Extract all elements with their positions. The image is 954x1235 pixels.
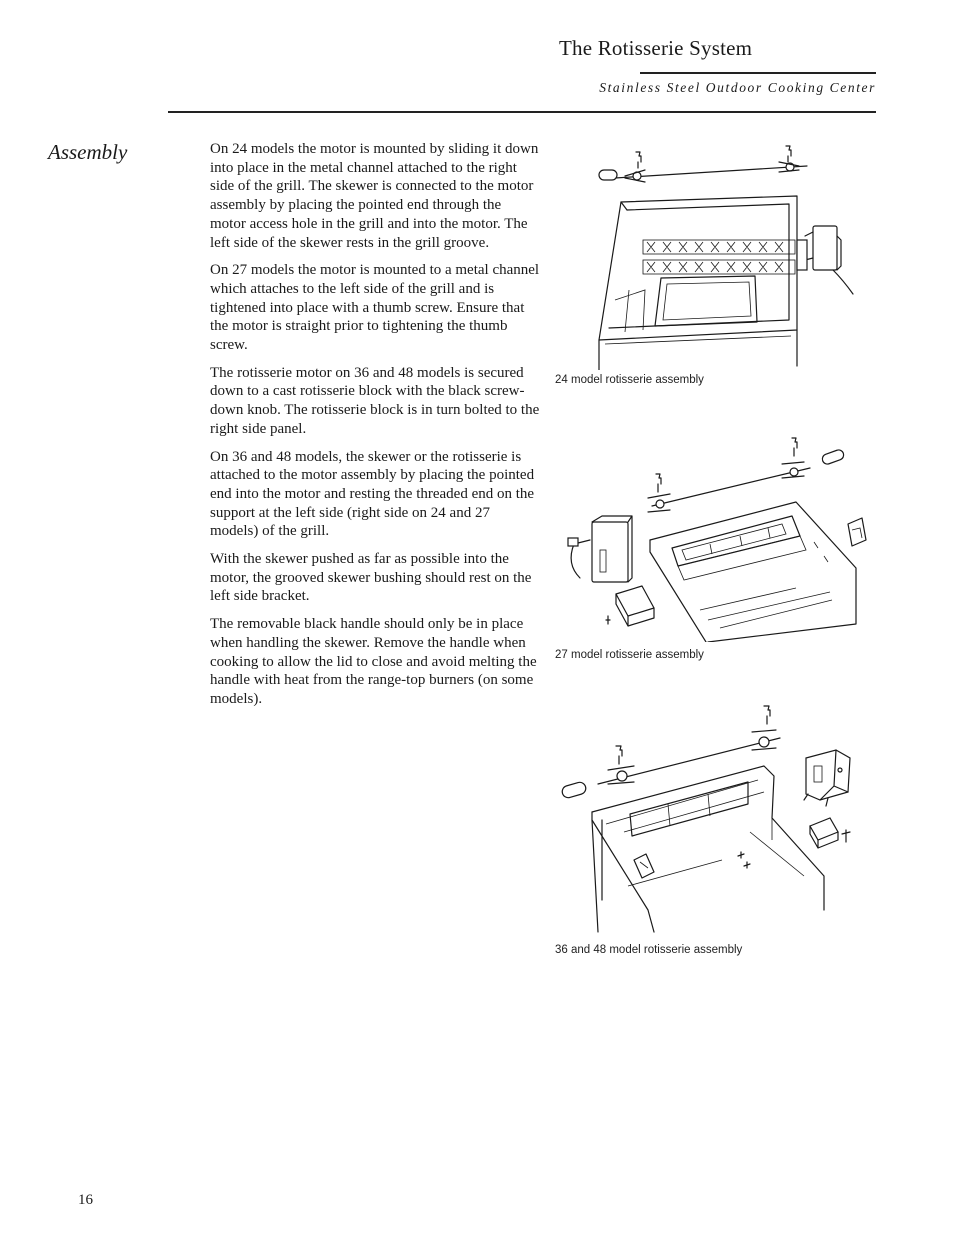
header-divider-short [640,72,876,74]
figure-27-model-caption: 27 model rotisserie assembly [555,649,704,661]
paragraph-24-model: On 24 models the motor is mounted by sliding it down into place in the metal channel attached to the right side of the grill. The skewer is connected to the motor assembly by placing the pointed end through the motor access hole in the grill and into the motor. The left side of the skewer rests in the grill groove. [210,141,539,251]
page-header-title: The Rotisserie System [559,36,753,60]
header-divider-long [168,111,876,113]
paragraph-removable-handle: The removable black handle should only be in place when handling the skewer. Remove the handle when cooking to allow the lid to close and avoid melting the handle with heat from the range-top burners (on some models). [210,616,537,707]
figure-27-model-illustration [560,432,870,642]
figure-36-48-model-caption: 36 and 48 model rotisserie assembly [555,944,743,956]
body-text [210,140,540,718]
figure-36-48-model-illustration [558,700,868,935]
paragraph-36-48-skewer: On 36 and 48 models, the skewer or the rotisserie is attached to the motor assembly by placing the pointed end into the motor and resting the threaded end on the support at the left side (right side on 24 and 27 models) of the grill. [210,448,535,540]
figure-24-model-caption: 24 model rotisserie assembly [555,374,704,386]
section-title: Assembly [48,140,128,164]
paragraph-27-model: On 27 models the motor is mounted to a metal channel which attaches to the left side of the grill and is tightened into place with a thumb screw. Ensure that the motor is straight prior to tightening the thumb screw. [210,262,540,354]
figure-24-model-illustration [585,140,855,370]
page-header-subtitle: Stainless Steel Outdoor Cooking Center [599,80,876,95]
page-number: 16 [78,1192,93,1208]
paragraph-skewer-bushing: With the skewer pushed as far as possible into the motor, the grooved skewer bushing should rest on the left side bracket. [210,551,532,605]
paragraph-36-48-motor: The rotisserie motor on 36 and 48 models is secured down to a cast rotisserie block with the black screw-down knob. The rotisserie block is in turn bolted to the right side panel. [210,364,540,437]
